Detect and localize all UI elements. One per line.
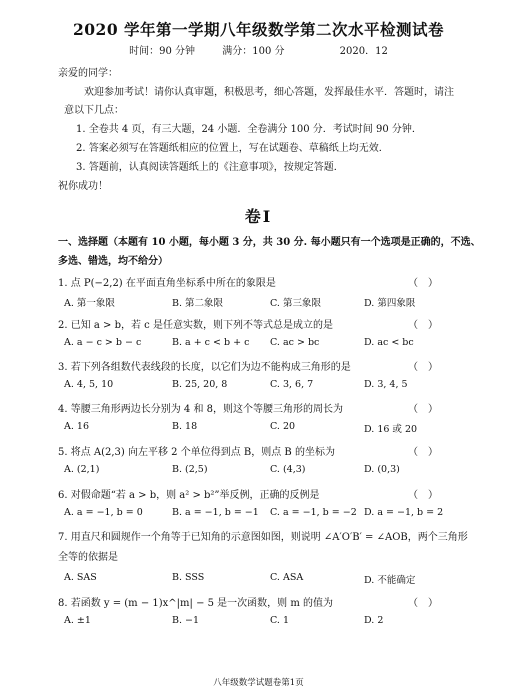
greeting: 亲爱的同学：	[58, 68, 118, 79]
answer-option: D. 16 或 20	[364, 424, 418, 435]
answer-option: C. 第三象限	[270, 298, 321, 309]
answer-option: A. 4, 5, 10	[64, 379, 114, 390]
intro-line-2: 意以下几点：	[64, 105, 124, 116]
answer-option: B. 25, 20, 8	[172, 379, 228, 390]
answer-option: C. 3, 6, 7	[270, 379, 314, 390]
answer-option: C. (4,3)	[270, 464, 306, 475]
part1-instructions-1: 一、选择题（本题有 10 小题，每小题 3 分，共 30 分. 每小题只有一个选项是正确的，不选、	[58, 237, 481, 248]
question-stem: 3. 若下列各组数代表线段的长度，以它们为边不能构成三角形的是	[58, 362, 351, 373]
question-stem: 7. 用直尺和圆规作一个角等于已知角的示意图如图，则说明 ∠A′O′B′ = ∠AOB，两个三角形	[58, 532, 468, 543]
intro-line-1: 欢迎参加考试！请你认真审题，积极思考，细心答题，发挥最佳水平．答题时，请注	[84, 87, 454, 98]
answer-option: A. 第一象限	[64, 298, 115, 309]
note-1: 1. 全卷共 4 页，有三大题，24 小题．全卷满分 100 分．考试时间 90 分钟．	[76, 124, 422, 135]
exam-date: 2020．12	[339, 46, 388, 57]
page-footer: 八年级数学试题卷第1页	[213, 678, 304, 688]
answer-option: D. 3, 4, 5	[364, 379, 408, 390]
question-stem: 1. 点 P(−2,2) 在平面直角坐标系中所在的象限是	[58, 278, 276, 289]
answer-option: A. a − c > b − c	[64, 337, 142, 348]
answer-option: B. (2,5)	[172, 464, 208, 475]
page-title: 2020 学年第一学期八年级数学第二次水平检测试卷	[72, 20, 445, 39]
answer-bracket: （ ）	[408, 404, 438, 415]
wish-text: 祝你成功！	[58, 181, 108, 192]
answer-option: B. 18	[172, 421, 198, 432]
answer-option: D. 不能确定	[364, 575, 416, 586]
answer-option: A. 16	[64, 421, 89, 432]
question-stem-cont: 全等的依据是	[58, 552, 118, 563]
answer-option: B. a + c < b + c	[172, 337, 250, 348]
answer-bracket: （ ）	[408, 447, 438, 458]
answer-bracket: （ ）	[408, 278, 438, 289]
answer-option: C. 1	[270, 615, 290, 626]
answer-bracket: （ ）	[408, 320, 438, 331]
answer-option: B. SSS	[172, 572, 205, 583]
answer-option: A. ±1	[64, 615, 91, 626]
exam-meta	[0, 42, 517, 57]
answer-option: D. 2	[364, 615, 384, 626]
answer-option: B. a = −1, b = −1	[172, 507, 259, 518]
answer-option: B. −1	[172, 615, 200, 626]
answer-option: D. a = −1, b = 2	[364, 507, 444, 518]
answer-option: A. SAS	[64, 572, 97, 583]
question-stem: 6. 对假命题“若 a > b，则 a² > b²”举反例，正确的反例是	[58, 490, 320, 501]
answer-option: A. (2,1)	[64, 464, 100, 475]
part1-instructions-2: 多选、错选，均不给分）	[58, 256, 168, 267]
exam-time: 时间：90 分钟	[129, 46, 196, 57]
answer-option: C. 20	[270, 421, 296, 432]
question-stem: 4. 等腰三角形两边长分别为 4 和 8，则这个等腰三角形的周长为	[58, 404, 343, 415]
answer-option: B. 第二象限	[172, 298, 224, 309]
section-title: 卷Ⅰ	[244, 207, 273, 226]
answer-option: D. (0,3)	[364, 464, 400, 475]
answer-bracket: （ ）	[408, 598, 438, 609]
note-2: 2. 答案必须写在答题纸相应的位置上，写在试题卷、草稿纸上均无效．	[76, 143, 389, 154]
answer-option: C. ASA	[270, 572, 304, 583]
answer-option: A. a = −1, b = 0	[64, 507, 143, 518]
answer-option: C. ac > bc	[270, 337, 320, 348]
answer-bracket: （ ）	[408, 490, 438, 501]
note-3: 3. 答题前，认真阅读答题纸上的《注意事项》，按规定答题．	[76, 162, 344, 173]
exam-score: 满分：100 分	[222, 46, 285, 57]
answer-bracket: （ ）	[408, 362, 438, 373]
question-stem: 2. 已知 a > b，若 c 是任意实数，则下列不等式总是成立的是	[58, 320, 333, 331]
question-stem: 8. 若函数 y = (m − 1)x^|m| − 5 是一次函数，则 m 的值为	[58, 598, 334, 609]
answer-option: C. a = −1, b = −2	[270, 507, 357, 518]
answer-option: D. ac < bc	[364, 337, 414, 348]
answer-option: D. 第四象限	[364, 298, 416, 309]
question-stem: 5. 将点 A(2,3) 向左平移 2 个单位得到点 B，则点 B 的坐标为	[58, 447, 335, 458]
